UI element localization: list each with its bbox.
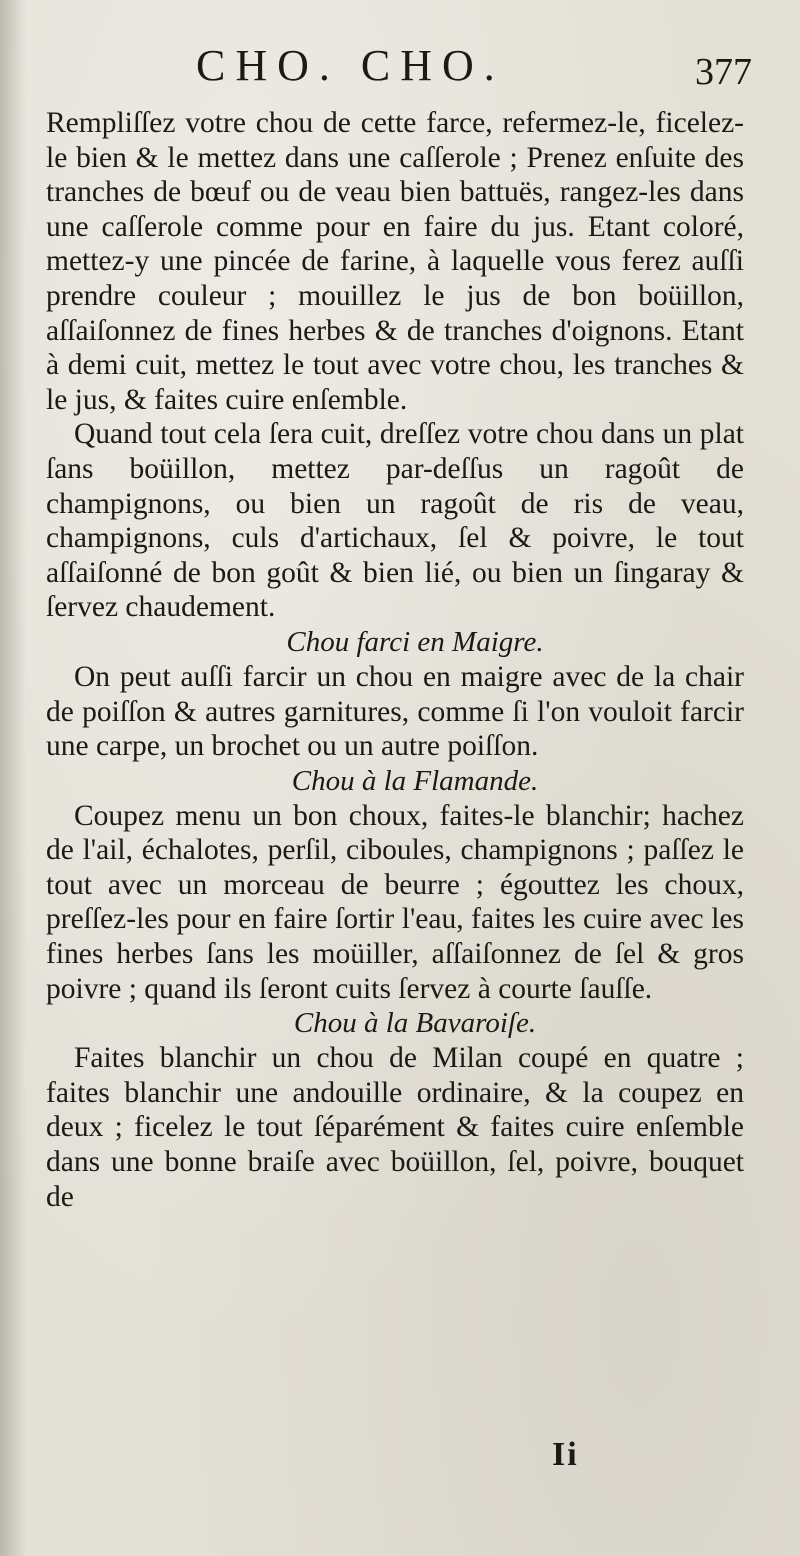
paragraph-stuffing-cabbage: Rempliſſez votre chou de cette farce, refermez-le, ficelez-le bien & le mettez dans une caſſerole ; Prenez enſuite des tranches de bœuf ou de veau bien battuës, rangez-les dans une caſſerole comme pour en faire du jus. Etant coloré, mettez-y une pincée de farine, à laquelle vous ferez auſſi prendre couleur ; mouillez le jus de bon boüillon, aſſaiſonnez de fines herbes & de tranches d'oignons. Etant à demi cuit, mettez le tout avec votre chou, les tranches & le jus, & faites cuire enſemble. (46, 107, 744, 416)
page-number: 377 (695, 51, 752, 93)
paragraph-bavaroise: Faites blanchir un chou de Milan coupé en quatre ; faites blanchir une andouille ordinaire, & la coupez en deux ; ficelez le tout ſéparément & faites cuire enſemble dans une bonne braiſe avec boüillon, ſel, poivre, bouquet de (46, 1042, 744, 1213)
heading-chou-flamande: Chou à la Flamande. (291, 764, 539, 797)
heading-chou-bavaroise: Chou à la Bavaroiſe. (293, 1007, 537, 1040)
page-header (46, 36, 752, 106)
page-body (46, 106, 744, 1214)
gutter-shadow (0, 0, 26, 1556)
paragraph-flamande: Coupez menu un bon choux, faites-le blanchir; hachez de l'ail, échalotes, perſil, ciboules, champignons ; paſſez le tout avec un morceau de beurre ; égouttez les choux, preſſez-les pour en faire ſortir l'eau, faites les cuire avec les fines herbes ſans les moüiller, aſſaiſonnez de ſel & gros poivre ; quand ils ſeront cuits ſervez à courte ſauſſe. (46, 799, 744, 1005)
paragraph-maigre: On peut auſſi farcir un chou en maigre avec de la chair de poiſſon & autres garnitures, comme ſi l'on vouloit farcir une carpe, un brochet ou un autre poiſſon. (46, 660, 744, 763)
running-head: CHO. CHO. (196, 41, 505, 90)
signature-mark: Ii (552, 1436, 579, 1473)
heading-chou-farci-maigre: Chou farci en Maigre. (286, 625, 544, 658)
paragraph-serving: Quand tout cela ſera cuit, dreſſez votre chou dans un plat ſans boüillon, mettez par-deſſus un ragoût de champignons, ou bien un ragoût de ris de veau, champignons, culs d'artichaux, ſel & poivre, le tout aſſaiſonné de bon goût & bien lié, ou bien un ſingaray & ſervez chaudement. (46, 418, 744, 624)
